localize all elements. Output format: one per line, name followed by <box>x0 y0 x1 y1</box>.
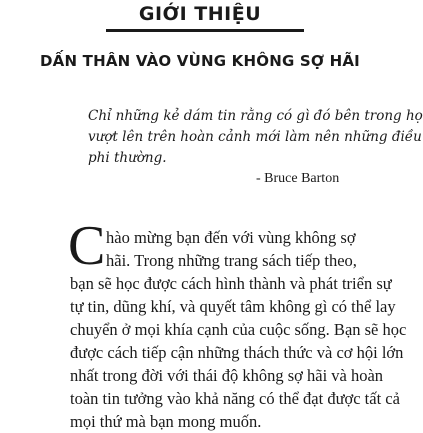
body-line: mọi thứ mà bạn mong muốn. <box>70 412 262 431</box>
body-line: toàn tin tưởng vào khả năng có thể đạt được tất cả <box>70 389 400 408</box>
body-line: tự tin, dũng khí, và quyết tâm không gì có thể lay <box>70 297 396 316</box>
epigraph-attribution: - Bruce Barton <box>256 171 340 186</box>
chapter-subtitle: DẤN THÂN VÀO VÙNG KHÔNG SỢ HÃI <box>40 52 360 70</box>
body-line: được cách tiếp cận những thách thức và cơ hội lớn <box>70 343 404 362</box>
body-paragraph <box>70 226 407 433</box>
body-line: nhất trong đời với thái độ không sợ hãi và hoàn <box>70 366 384 385</box>
title-underline <box>106 29 304 32</box>
body-line: bạn sẽ học được cách hình thành và phát triển sự <box>70 274 392 293</box>
body-line: hào mừng bạn đến với vùng không sợ <box>106 228 356 247</box>
epigraph-line: phi thường. <box>88 150 167 166</box>
epigraph-quote <box>88 106 423 169</box>
drop-cap-letter: C <box>68 215 106 277</box>
chapter-title: GIỚI THIỆU <box>138 3 262 25</box>
epigraph-line: vượt lên trên hoàn cảnh mới làm nên những điều <box>88 129 422 145</box>
body-line: chuyển ở mọi khía cạnh của cuộc sống. Bạn sẽ học <box>70 320 407 339</box>
body-line: hãi. Trong những trang sách tiếp theo, <box>106 251 357 270</box>
epigraph-line: Chỉ những kẻ dám tin rằng có gì đó bên trong họ <box>88 108 423 124</box>
